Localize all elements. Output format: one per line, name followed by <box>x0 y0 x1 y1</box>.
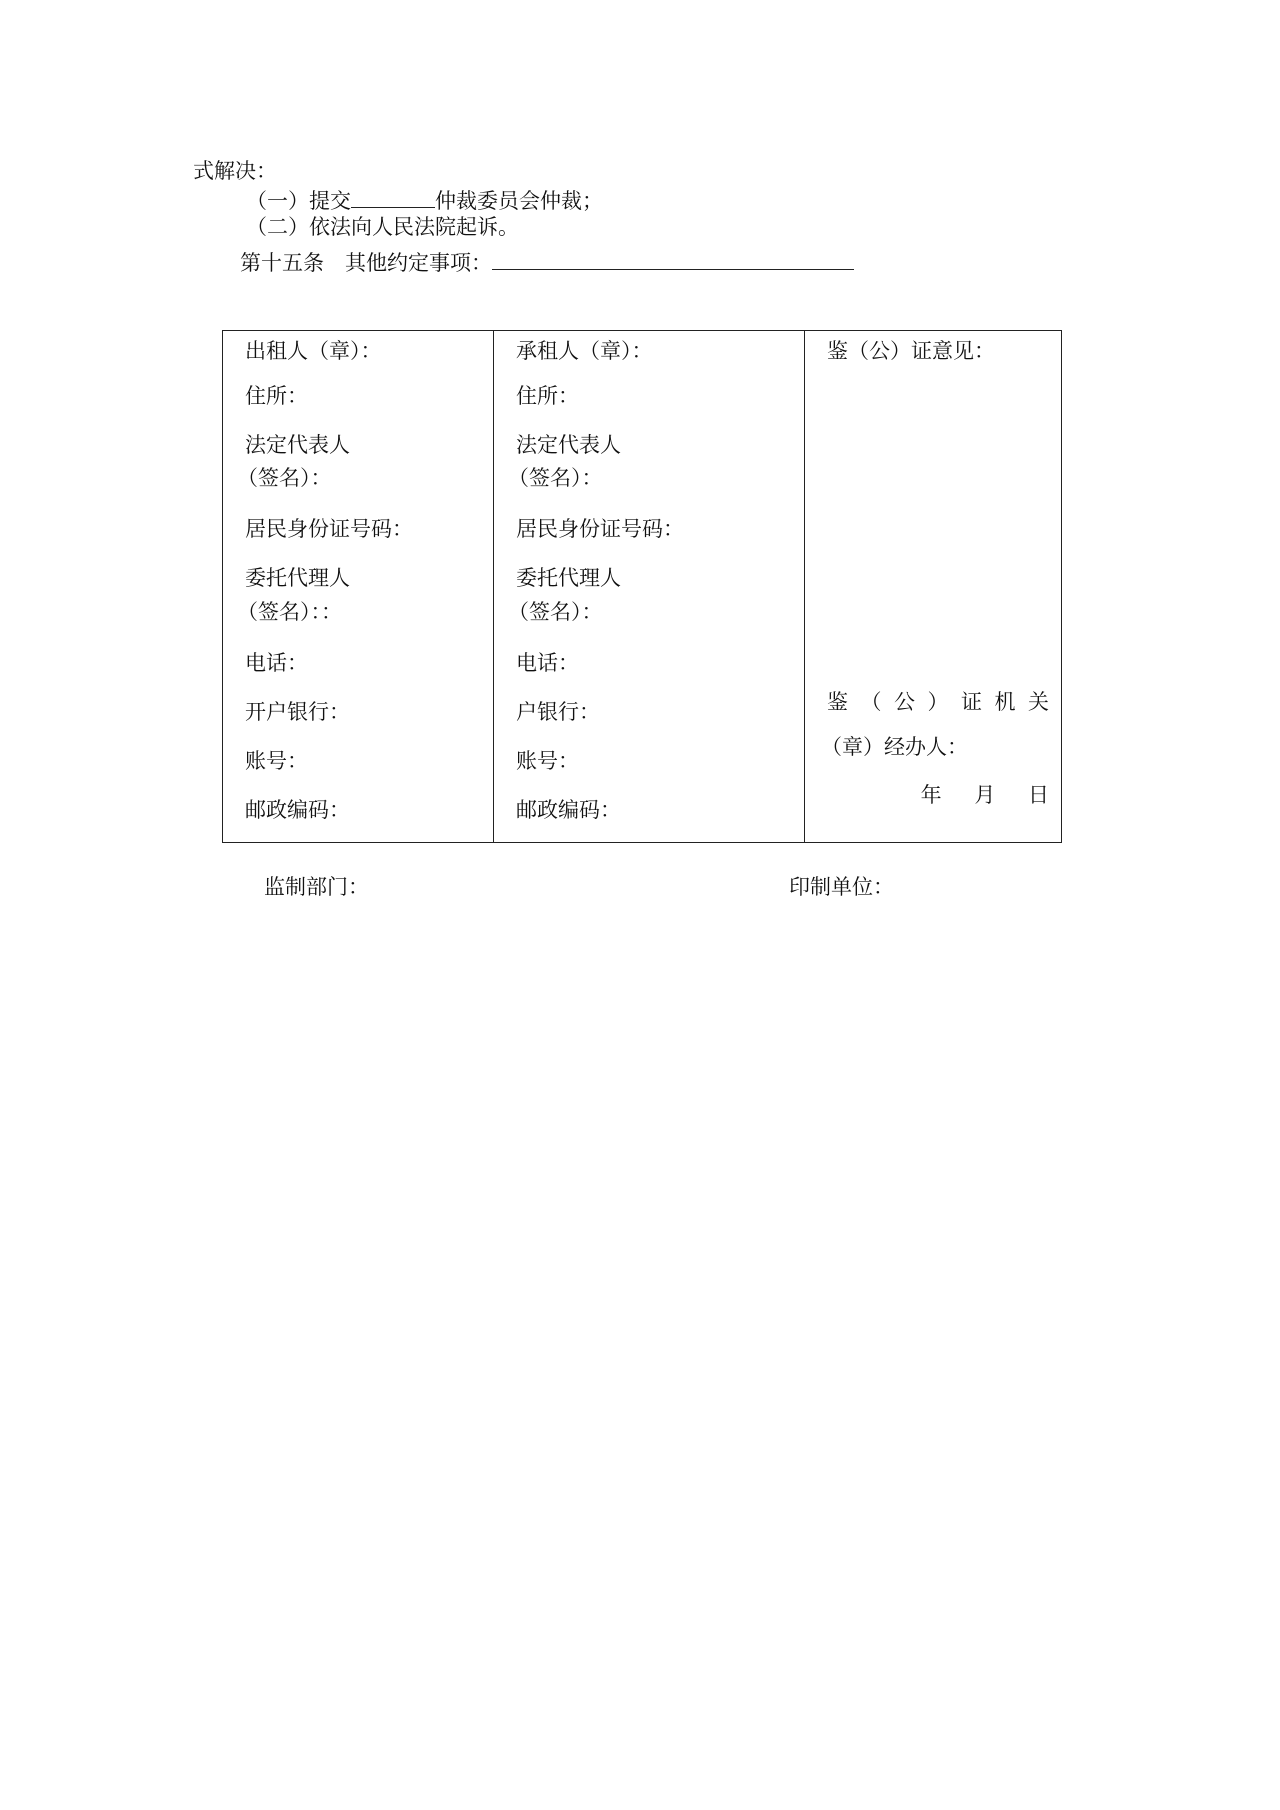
arbitration-suffix: 仲裁委员会仲裁； <box>435 189 603 213</box>
lessee-id-number: 居民身份证号码： <box>516 517 684 541</box>
lessee-postcode: 邮政编码： <box>516 798 621 822</box>
lessor-bank: 开户银行： <box>245 700 350 724</box>
notary-authority <box>827 688 1049 716</box>
arbitration-prefix: （一）提交 <box>246 189 351 213</box>
lessor-phone: 电话： <box>245 651 308 675</box>
signature-table <box>222 330 1062 843</box>
line-arbitration-option <box>246 185 603 215</box>
line-settlement-intro: 式解决： <box>193 159 277 183</box>
lessor-address: 住所： <box>245 384 308 408</box>
lessor-legal-rep-sign: （签名）： <box>237 466 332 490</box>
lessor-postcode: 邮政编码： <box>245 798 350 822</box>
lessor-cell <box>223 331 494 843</box>
lessee-legal-rep-sign: （签名）： <box>508 466 603 490</box>
date-day: 日 <box>1028 783 1049 807</box>
lessee-bank: 户银行： <box>516 700 600 724</box>
footer-printer: 印制单位： <box>789 875 894 899</box>
lessor-legal-rep: 法定代表人 <box>245 433 350 457</box>
article-15-label: 第十五条 其他约定事项： <box>240 251 492 275</box>
lessor-agent: 委托代理人 <box>245 566 350 590</box>
date-year: 年 <box>920 783 942 807</box>
notary-authority-char: 关 <box>1028 690 1049 714</box>
lessor-title: 出租人（章）： <box>245 339 382 363</box>
date-month: 月 <box>974 783 996 807</box>
lessee-phone: 电话： <box>516 651 579 675</box>
lessor-agent-sign: （签名）：： <box>237 600 342 624</box>
lessee-legal-rep: 法定代表人 <box>516 433 621 457</box>
notary-title: 鉴（公）证意见： <box>827 339 995 363</box>
lessor-account: 账号： <box>245 749 308 773</box>
arbitration-commission-blank <box>351 185 435 208</box>
line-court-option: （二）依法向人民法院起诉。 <box>246 215 519 239</box>
notary-authority-char: ） <box>927 690 949 714</box>
line-article-15 <box>240 247 854 277</box>
notary-authority-char: 证 <box>961 690 982 714</box>
notary-handler: （章）经办人： <box>821 735 968 759</box>
notary-authority-char: 机 <box>994 690 1016 714</box>
notary-authority-char: （ <box>860 690 882 714</box>
lessee-agent-sign: （签名）： <box>508 600 603 624</box>
lessee-agent: 委托代理人 <box>516 566 621 590</box>
notary-date <box>895 781 1049 809</box>
lessor-id-number: 居民身份证号码： <box>245 517 413 541</box>
notary-authority-char: 鉴 <box>827 690 848 714</box>
footer-supervisor: 监制部门： <box>264 875 369 899</box>
notary-authority-char: 公 <box>894 690 915 714</box>
lessee-title: 承租人（章）： <box>516 339 653 363</box>
other-matters-blank <box>492 247 854 270</box>
lessee-cell <box>494 331 805 843</box>
notary-cell <box>805 331 1062 843</box>
lessee-account: 账号： <box>516 749 579 773</box>
lessee-address: 住所： <box>516 384 579 408</box>
